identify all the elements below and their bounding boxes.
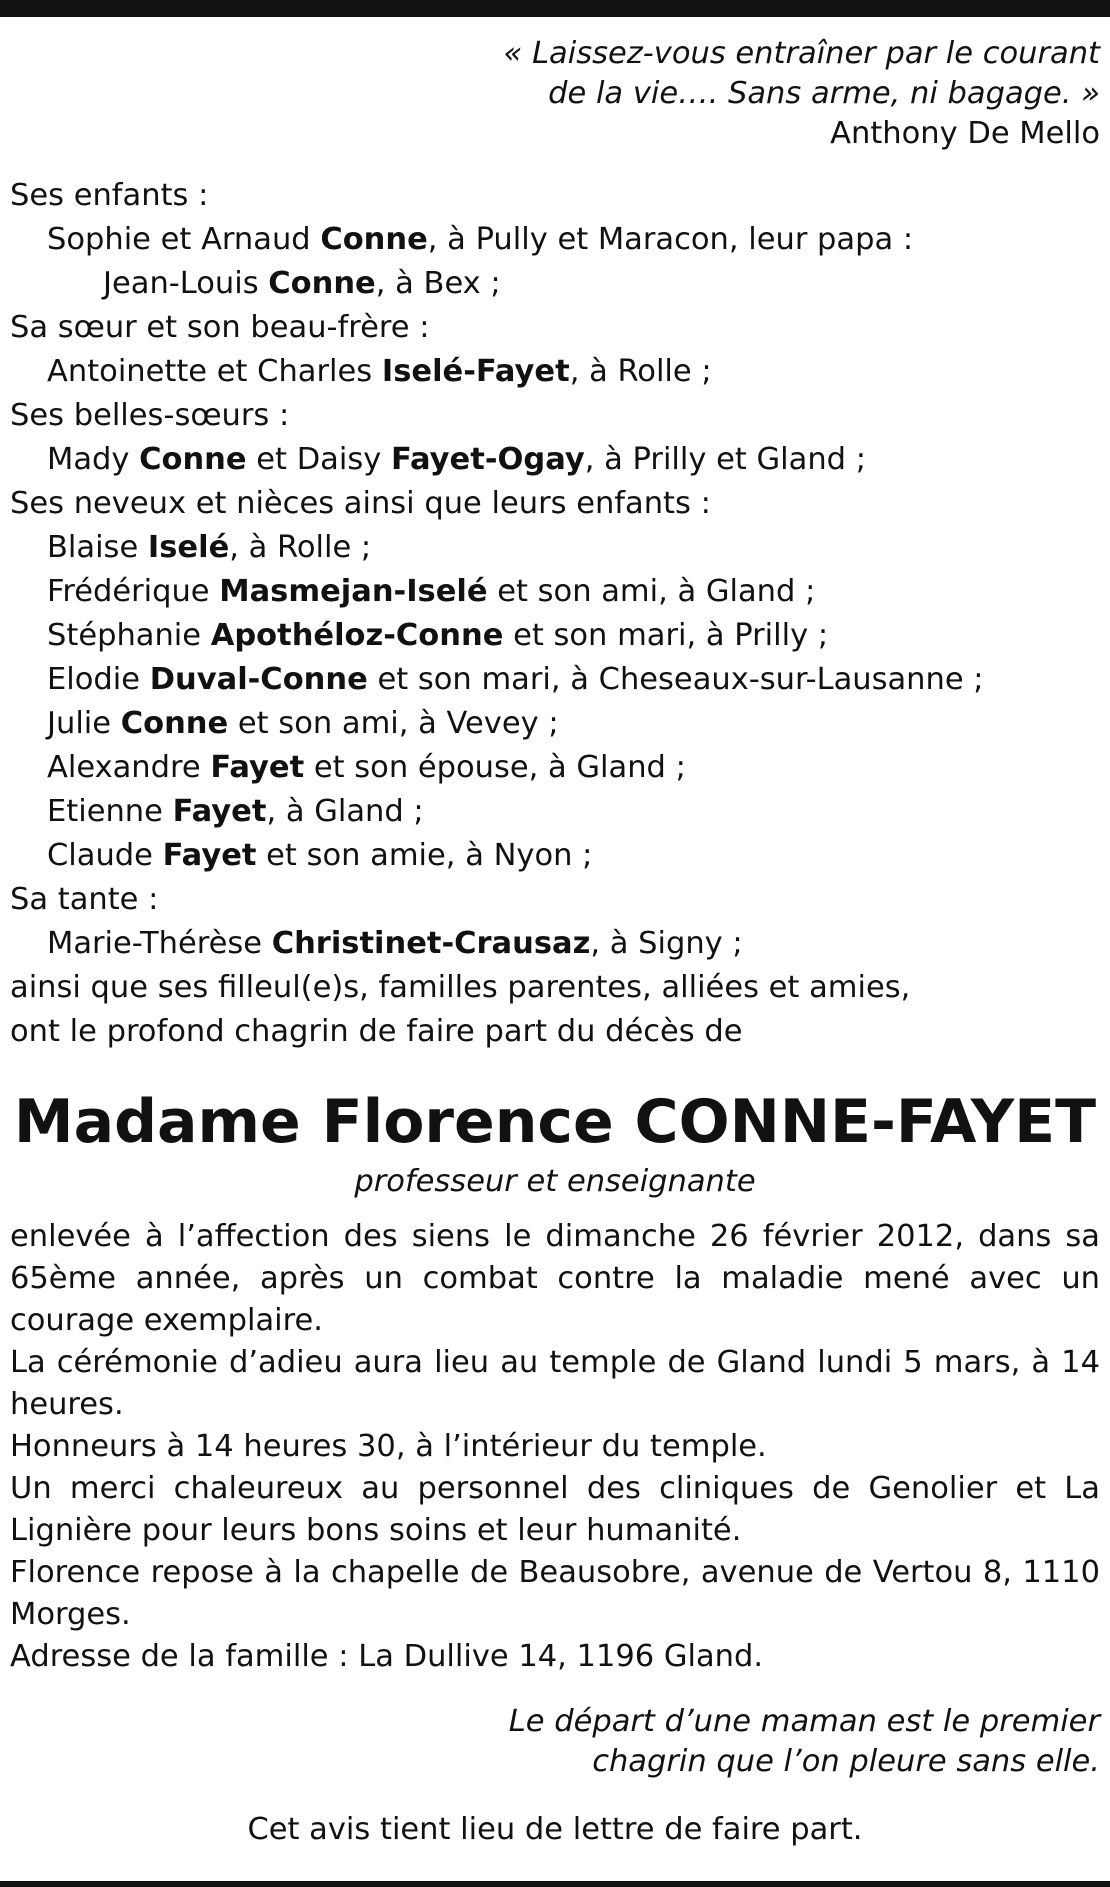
family-line: Sa sœur et son beau-frère :	[10, 310, 430, 345]
closing-line-2: chagrin que l’on pleure sans elle.	[592, 1744, 1100, 1779]
body-paragraph: Florence repose à la chapelle de Beausobre, avenue de Vertou 8, 1110 Morges.	[10, 1555, 1100, 1632]
deceased-role: professeur et enseignante	[354, 1164, 756, 1199]
family-line: Elodie Duval-Conne et son mari, à Cheseaux-sur-Lausanne ;	[47, 662, 984, 697]
obituary-notice	[10, 34, 1100, 1850]
notice-footer: Cet avis tient lieu de lettre de faire part.	[247, 1812, 863, 1847]
family-line: Ses enfants :	[10, 178, 209, 213]
bottom-rule	[0, 1881, 1110, 1887]
body-paragraph: Un merci chaleureux au personnel des cliniques de Genolier et La Lignière pour leurs bons soins et leur humanité.	[10, 1471, 1100, 1548]
family-line: Mady Conne et Daisy Fayet-Ogay, à Prilly et Gland ;	[47, 442, 866, 477]
family-line: Sa tante :	[10, 882, 159, 917]
family-line: Frédérique Masmejan-Iselé et son ami, à Gland ;	[47, 574, 816, 609]
family-line: Etienne Fayet, à Gland ;	[47, 794, 424, 829]
family-line: ainsi que ses filleul(e)s, familles parentes, alliées et amies,	[10, 970, 911, 1005]
family-line: Blaise Iselé, à Rolle ;	[47, 530, 372, 565]
closing-line-1: Le départ d’une maman est le premier	[508, 1704, 1100, 1739]
epigraph-author: Anthony De Mello	[830, 116, 1100, 151]
body-paragraph: Adresse de la famille : La Dullive 14, 1196 Gland.	[10, 1639, 764, 1674]
notice-body	[10, 1216, 1100, 1678]
closing-quote	[10, 1702, 1100, 1782]
family-line: Stéphanie Apothéloz-Conne et son mari, à Prilly ;	[47, 618, 829, 653]
deceased-name: Madame Florence CONNE-FAYET	[13, 1087, 1097, 1157]
epigraph-line-2: de la vie…. Sans arme, ni bagage. »	[548, 76, 1100, 111]
family-line: Marie-Thérèse Christinet-Crausaz, à Signy ;	[47, 926, 743, 961]
family-line: Jean-Louis Conne, à Bex ;	[103, 266, 501, 301]
family-list	[10, 174, 1100, 1054]
family-line: Alexandre Fayet et son épouse, à Gland ;	[47, 750, 686, 785]
body-paragraph: La cérémonie d’adieu aura lieu au temple de Gland lundi 5 mars, à 14 heures.	[10, 1345, 1100, 1422]
epigraph-line-1: « Laissez-vous entraîner par le courant	[503, 36, 1100, 71]
top-rule	[0, 0, 1110, 17]
family-line: ont le profond chagrin de faire part du décès de	[10, 1014, 743, 1049]
family-line: Ses neveux et nièces ainsi que leurs enfants :	[10, 486, 711, 521]
body-paragraph: enlevée à l’affection des siens le dimanche 26 février 2012, dans sa 65ème année, après un combat contre la maladie mené avec un courage exemplaire.	[10, 1219, 1100, 1338]
family-line: Sophie et Arnaud Conne, à Pully et Maracon, leur papa :	[47, 222, 914, 257]
family-line: Claude Fayet et son amie, à Nyon ;	[47, 838, 593, 873]
epigraph	[10, 34, 1100, 154]
body-paragraph: Honneurs à 14 heures 30, à l’intérieur du temple.	[10, 1429, 767, 1464]
family-line: Antoinette et Charles Iselé-Fayet, à Rolle ;	[47, 354, 712, 389]
family-line: Ses belles-sœurs :	[10, 398, 290, 433]
family-line: Julie Conne et son ami, à Vevey ;	[47, 706, 559, 741]
